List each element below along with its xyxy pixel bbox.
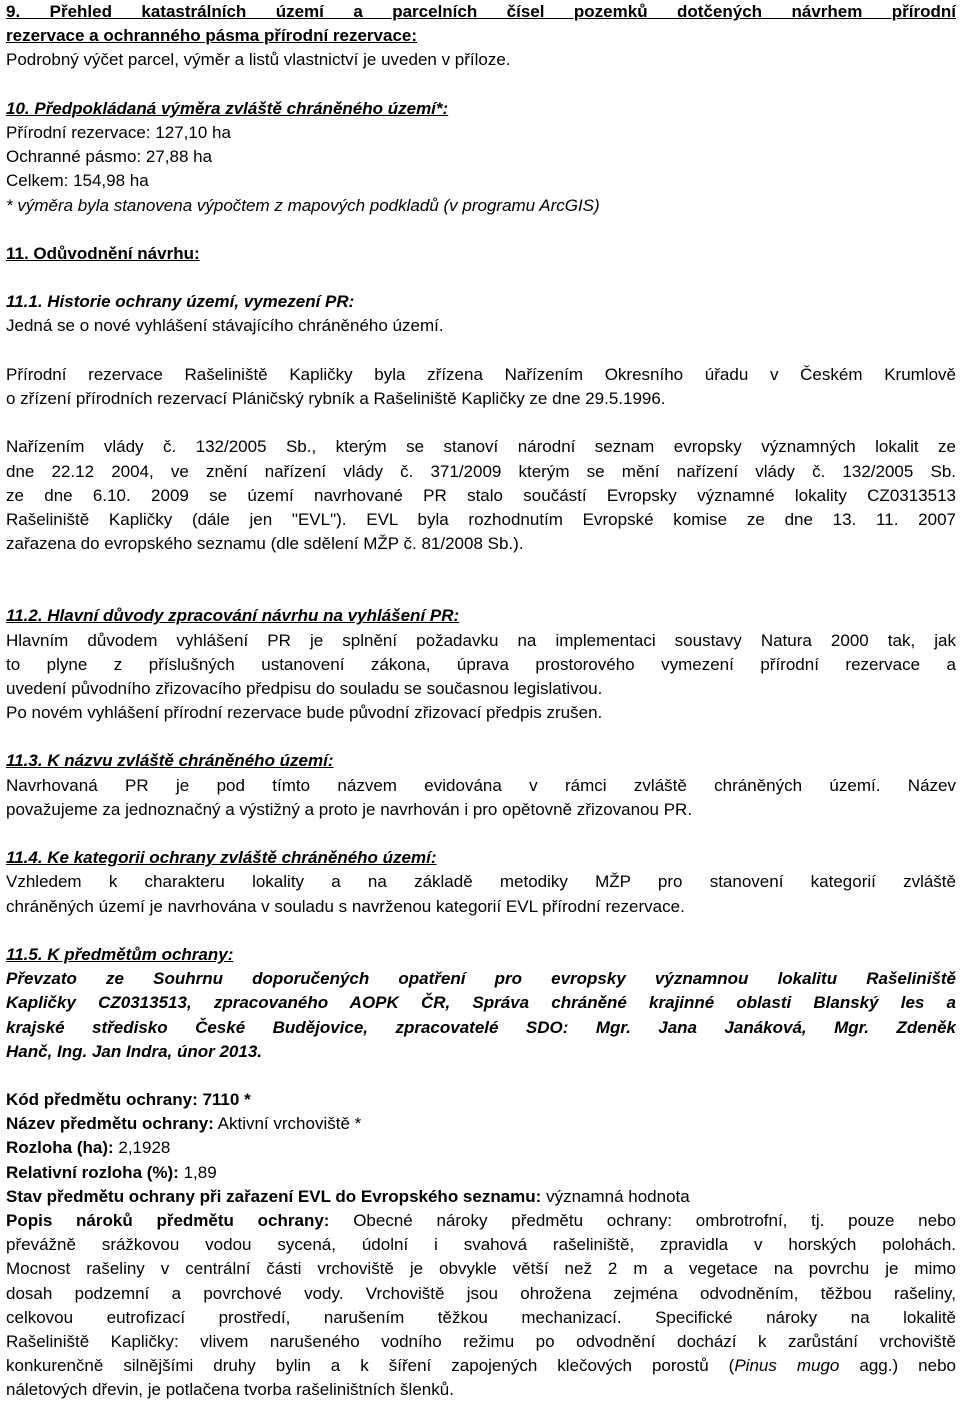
- source-line-2: Kapličky CZ0313513, zpracovaného AOPK ČR, Správa chráněné krajinné oblasti Blanský les a: [6, 993, 956, 1013]
- area-row: [6, 1136, 956, 1160]
- requirements-line-5: celkovou eutrofizací prostředí, narušením těžkou mechanizací. Specifické nároky na lokalitě: [6, 1307, 956, 1327]
- section-11-heading: 11. Odůvodnění návrhu:: [6, 243, 200, 263]
- section-11-1-p2-line-1: Přírodní rezervace Rašeliniště Kapličky byla zřízena Nařízením Okresního úřadu v Českém Krumlově: [6, 364, 956, 384]
- relative-area-row: [6, 1161, 956, 1185]
- section-11-4-line-2: chráněných území je navrhována v souladu s navrženou kategorií EVL přírodní rezervace.: [6, 896, 685, 916]
- section-9-text: Podrobný výčet parcel, výměr a listů vlastnictví je uveden v příloze.: [6, 50, 511, 70]
- document-page: [6, 0, 956, 1403]
- area-label: Rozloha (ha):: [6, 1138, 114, 1158]
- species-name: Pinus mugo: [734, 1356, 840, 1376]
- section-9-heading-line-1: 9. Přehled katastrálních území a parcelních čísel pozemků dotčených návrhem přírodní: [6, 2, 956, 21]
- subject-name-label: Název předmětu ochrany:: [6, 1114, 214, 1134]
- section-11-2-line-1: Hlavním důvodem vyhlášení PR je splnění požadavku na implementaci soustavy Natura 2000 tak, jak: [6, 630, 956, 650]
- requirements-label: Popis nároků předmětu ochrany:: [6, 1211, 330, 1230]
- section-11-1-p1: Jedná se o nové vyhlášení stávajícího chráněného území.: [6, 316, 444, 336]
- relative-area-value: 1,89: [178, 1162, 217, 1182]
- requirements-text-1: Obecné nároky předmětu ochrany: ombrotrofní, tj. pouze nebo: [329, 1211, 956, 1230]
- area-note: * výměra byla stanovena výpočtem z mapových podkladů (v programu ArcGIS): [6, 195, 600, 215]
- section-11-1-p3-line-4: Rašeliniště Kapličky (dále jen "EVL"). EVL byla rozhodnutím Evropské komise ze dne 13. 11. 2007: [6, 509, 956, 529]
- requirements-text-7b: agg.) nebo: [839, 1356, 956, 1376]
- section-11-5-heading: 11.5. K předmětům ochrany:: [6, 944, 234, 964]
- section-11-1-heading: 11.1. Historie ochrany území, vymezení PR:: [6, 292, 355, 312]
- requirements-line-1: [6, 1209, 956, 1233]
- requirements-line-2: převážně srážkovou vodou sycená, údolní i svahová rašeliniště, zpravidla v horských polohách.: [6, 1235, 956, 1255]
- subject-name-row: [6, 1112, 956, 1136]
- requirements-line-3: Mocnost rašeliny v centrální části vrchoviště je obvykle větší než 2 m a vegetace na povrchu je mimo: [6, 1259, 956, 1279]
- source-line-3: krajské středisko České Budějovice, zpracovatelé SDO: Mgr. Jana Janáková, Mgr. Zdeněk: [6, 1017, 956, 1037]
- status-row: [6, 1185, 956, 1209]
- section-11-2-line-4: Po novém vyhlášení přírodní rezervace bude původní zřizovací předpis zrušen.: [6, 703, 603, 723]
- requirements-line-7: [6, 1354, 956, 1378]
- requirements-line-6: Rašeliniště Kapličky: vlivem narušeného vodního režimu po odvodnění dochází k zarůstání vrchoviště: [6, 1331, 956, 1351]
- area-total: Celkem: 154,98 ha: [6, 171, 149, 191]
- section-11-2-heading: 11.2. Hlavní důvody zpracování návrhu na vyhlášení PR:: [6, 606, 460, 626]
- section-10-heading: 10. Předpokládaná výměra zvláště chráněného území*:: [6, 98, 449, 118]
- area-buffer: Ochranné pásmo: 27,88 ha: [6, 147, 213, 167]
- area-reserve: Přírodní rezervace: 127,10 ha: [6, 122, 231, 142]
- source-line-1: Převzato ze Souhrnu doporučených opatření pro evropsky významnou lokalitu Rašeliniště: [6, 969, 956, 989]
- subject-code: Kód předmětu ochrany: 7110 *: [6, 1090, 251, 1110]
- section-11-2-line-2: to plyne z příslušných ustanovení zákona, úprava prostorového vymezení přírodní rezervace a: [6, 654, 956, 674]
- section-11-1-p3-line-3: ze dne 6.10. 2009 se území navrhované PR stalo součástí Evropsky významné lokality CZ0313513: [6, 485, 956, 505]
- status-label: Stav předmětu ochrany při zařazení EVL do Evropského seznamu:: [6, 1186, 542, 1206]
- section-11-3-line-1: Navrhovaná PR je pod tímto názvem evidována v rámci zvláště chráněných území. Název: [6, 775, 956, 795]
- requirements-line-8: náletových dřevin, je potlačena tvorba rašeliništních šlenků.: [6, 1380, 454, 1400]
- status-value: významná hodnota: [541, 1186, 690, 1206]
- section-9-heading-line-2: rezervace a ochranného pásma přírodní rezervace:: [6, 26, 418, 46]
- source-line-4: Hanč, Ing. Jan Indra, únor 2013.: [6, 1041, 263, 1061]
- section-11-1-p3-line-2: dne 22.12 2004, ve znění nařízení vlády č. 371/2009 kterým se mění nařízení vlády č. 132/2005 Sb.: [6, 461, 956, 481]
- section-11-3-line-2: považujeme za jednoznačný a výstižný a proto je navrhován i pro opětovně zřizovanou PR.: [6, 799, 693, 819]
- area-value: 2,1928: [113, 1138, 171, 1158]
- section-11-2-line-3: uvedení původního zřizovacího předpisu do souladu se současnou legislativou.: [6, 678, 603, 698]
- requirements-text-7a: konkurenčně silnějšími druhy bylin a k šíření zapojených klečových porostů (: [6, 1356, 735, 1376]
- section-11-4-line-1: Vzhledem k charakteru lokality a na základě metodiky MŽP pro stanovení kategorií zvláště: [6, 872, 956, 892]
- section-11-4-heading: 11.4. Ke kategorii ochrany zvláště chráněného území:: [6, 848, 437, 868]
- subject-name-value: Aktivní vrchoviště *: [213, 1114, 362, 1134]
- section-11-1-p3-line-1: Nařízením vlády č. 132/2005 Sb., kterým se stanoví národní seznam evropsky významných lokalit ze: [6, 437, 956, 457]
- relative-area-label: Relativní rozloha (%):: [6, 1162, 179, 1182]
- section-11-1-p2-line-2: o zřízení přírodních rezervací Pláničský rybník a Rašeliniště Kapličky ze dne 29.5.1996.: [6, 389, 666, 408]
- section-11-1-p3-line-5: zařazena do evropského seznamu (dle sdělení MŽP č. 81/2008 Sb.).: [6, 534, 524, 554]
- requirements-line-4: dosah podzemní a povrchové vody. Vrchoviště jsou ohrožena zejména odvodněním, těžbou rašeliny,: [6, 1283, 956, 1303]
- section-11-3-heading: 11.3. K názvu zvláště chráněného území:: [6, 751, 334, 771]
